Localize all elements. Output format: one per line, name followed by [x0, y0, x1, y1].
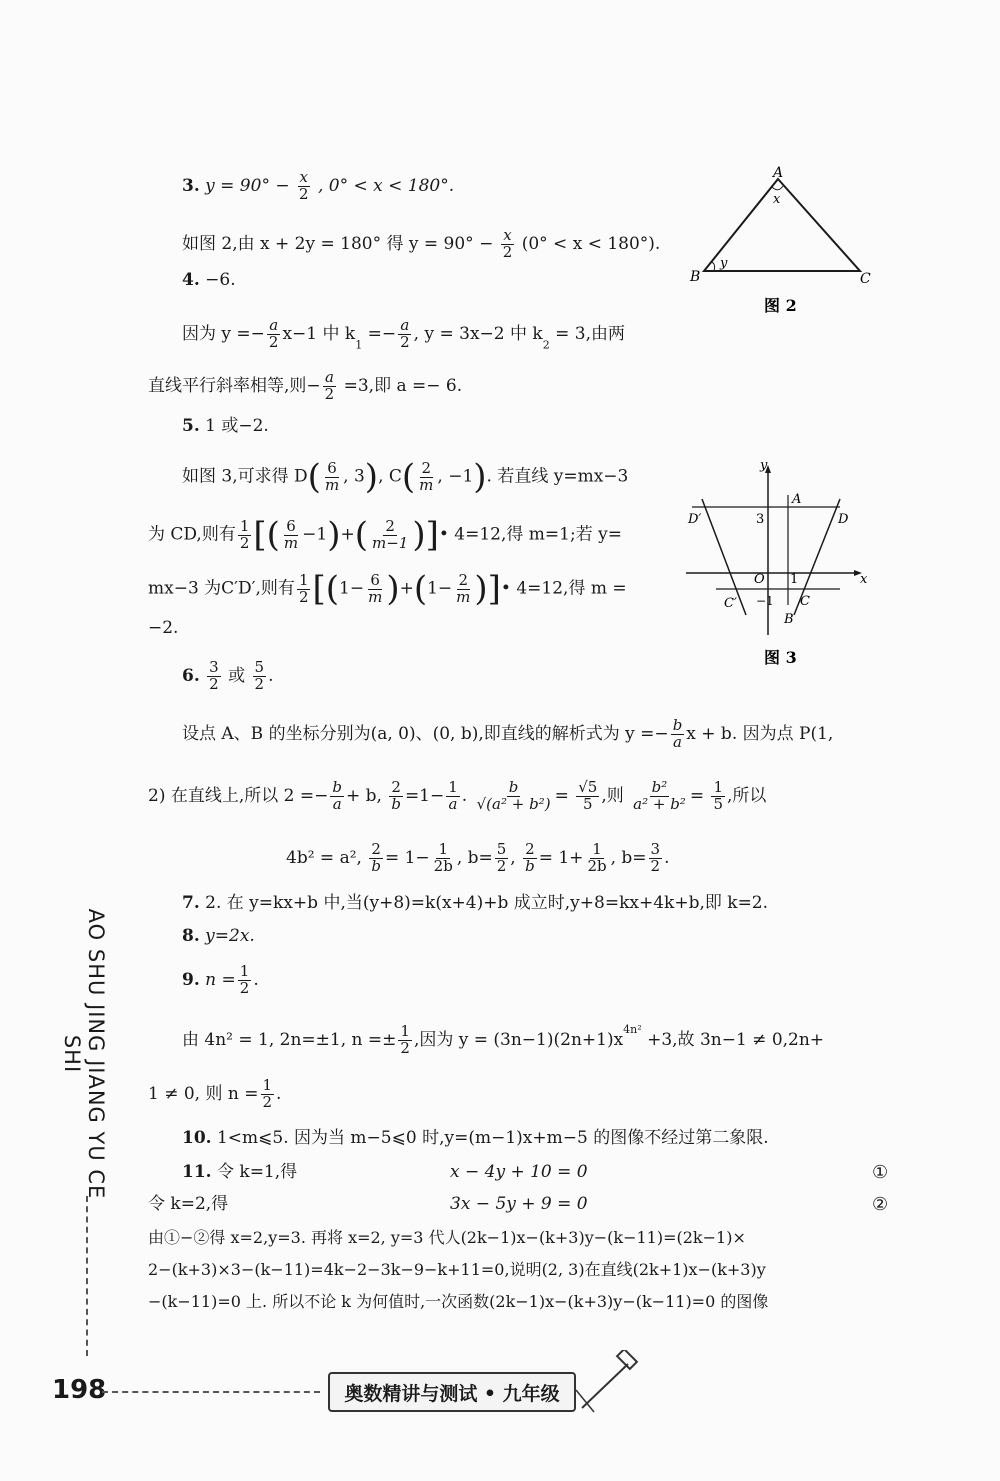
label-d-prime: D′ [688, 512, 702, 527]
p5-line4: −2. [148, 618, 179, 638]
pencil-icon [574, 1350, 644, 1420]
left-dashed-rule [86, 1196, 88, 1356]
label-c: C [860, 271, 871, 287]
angle-mark-a [772, 186, 783, 190]
angle-mark-b [711, 262, 715, 271]
p11-line4: 2−(k+3)×3−(k−11)=4k−2−3k−9−k+11=0,说明(2, 3)在直线(2k+1)x−(k+3)y [148, 1260, 766, 1279]
p6-answer: 6. $\frac{3}{2}$ 或 $\frac{5}{2}$ . [182, 658, 274, 693]
p4-line2: 直线平行斜率相等,则− $\frac{a}{2}$ =3,即 a =− 6. [148, 368, 463, 403]
figure-3-graph [680, 455, 880, 675]
label-c-prime: C′ [724, 596, 737, 611]
label-b: B [690, 269, 701, 285]
label-x: x [773, 192, 781, 207]
bottom-dashed-rule [102, 1391, 320, 1393]
book-title-banner [328, 1372, 576, 1412]
p4-answer: 4. −6. [182, 270, 236, 290]
figure-2-caption: 图 2 [764, 296, 797, 315]
triangle-abc [704, 179, 860, 271]
p9-line1: 由 4n² = 1, 2n=±1, n =± $\frac{1}{2}$ ,因为 $y = (3n-1)(2n+1)x^{4n^2} +3$,故 3n−1 ≠ 0,2n+ [182, 1022, 825, 1057]
label-neg-one: −1 [756, 594, 774, 608]
p9-line2: 1 ≠ 0, 则 n = $\frac{1}{2}$ . [148, 1076, 282, 1111]
label-x-axis: x [860, 572, 868, 587]
p6-line1: 设点 A、B 的坐标分别为(a, 0)、(0, b),即直线的解析式为 y =− $\frac{b}{a}$ x + b. 因为点 P(1, [182, 716, 834, 751]
label-y-axis: y [760, 458, 768, 473]
side-title-text: AO SHU JING JIANG YU CE SHI [60, 908, 108, 1200]
p3-line2: 如图 2,由 x + 2y = 180° 得 y = 90° − $\frac{x}{2}$ (0° < x < 180°). [182, 226, 661, 261]
figure-2-triangle [680, 165, 880, 325]
p4-line1: 因为 y =− $\frac{a}{2}$ x−1 中 k1 =− $\frac{a}{2}$ , y = 3x−2 中 k2 = 3,由两 [182, 316, 625, 352]
p9-answer: 9. n = $\frac{1}{2}$ . [182, 962, 259, 997]
p3-line1: 3. y = 90° − $\frac{x}{2}$ , 0° < x < 180°. [182, 168, 455, 203]
page-number: 198 [52, 1375, 107, 1405]
label-c: C [800, 594, 810, 609]
p8: 8. y=2x. [182, 926, 255, 946]
p11-line3: 由①−②得 x=2,y=3. 再将 x=2, y=3 代人(2k−1)x−(k+3)y−(k−11)=(2k−1)× [148, 1228, 746, 1247]
p11-line1: 11. 令 k=1,得 [182, 1162, 298, 1182]
p11-eq2: 3x − 5y + 9 = 0 [450, 1194, 588, 1214]
label-b: B [784, 612, 794, 627]
p10: 10. 1<m⩽5. 因为当 m−5⩽0 时,y=(m−1)x+m−5 的图像不经过第二象限. [182, 1128, 769, 1148]
p11-circle1: ① [872, 1162, 889, 1183]
p7: 7. 2. 在 y=kx+b 中,当(y+8)=k(x+4)+b 成立时,y+8=kx+4k+b,即 k=2. [182, 893, 769, 913]
side-title [60, 890, 108, 1200]
p6-line2: 2) 在直线上,所以 2 =− $\frac{b}{a}$ + b, $\frac{2}{b}$ =1− $\frac{1}{a}$ . $\frac{b}{\text{√(a² + b²)}}$ = $\frac{√5}{5}$ ,则 $\frac{\text{b²}}{\text{a² + b²}}$ = $\frac{1}{5}$ ,所以 [148, 778, 767, 813]
label-three: 3 [756, 512, 765, 527]
book-title: 奥数精讲与测试 • 九年级 [344, 1382, 560, 1405]
p11-line2: 令 k=2,得 [148, 1194, 229, 1214]
p5-line2: 为 CD,则有 $\frac{1}{2}$ [( $\frac{6}{m}$ −1)+( $\frac{2}{m-1}$ )]• 4=12,得 m=1;若 y= [148, 515, 622, 555]
p5-line3: mx−3 为C′D′,则有 $\frac{1}{2}$ [(1− $\frac{6}{m}$ )+(1− $\frac{2}{m}$ )]• 4=12,得 m = [148, 569, 627, 609]
label-d: D [838, 512, 849, 527]
label-a: A [773, 165, 784, 181]
figure-3-caption: 图 3 [764, 648, 797, 667]
p6-line3: 4b² = a², $\frac{2}{b}$ = 1− $\frac{1}{2b}$ , b= $\frac{5}{2}$ , $\frac{2}{b}$ = 1+ $\frac{1}{2b}$ , b= $\frac{3}{2}$ . [286, 840, 670, 875]
p5-line1: 如图 3,可求得 D( $\frac{6}{m}$ , 3), C( $\frac{2}{m}$ , −1). 若直线 y=mx−3 [182, 457, 629, 497]
label-one: 1 [790, 572, 799, 587]
label-a: A [792, 492, 802, 507]
p11-line5: −(k−11)=0 上. 所以不论 k 为何值时,一次函数(2k−1)x−(k+3)y−(k−11)=0 的图像 [148, 1292, 769, 1311]
p5-answer: 5. 1 或−2. [182, 416, 269, 436]
label-origin: O [754, 572, 765, 587]
p11-circle2: ② [872, 1194, 889, 1215]
label-y: y [720, 256, 728, 271]
p11-eq1: x − 4y + 10 = 0 [450, 1162, 588, 1182]
